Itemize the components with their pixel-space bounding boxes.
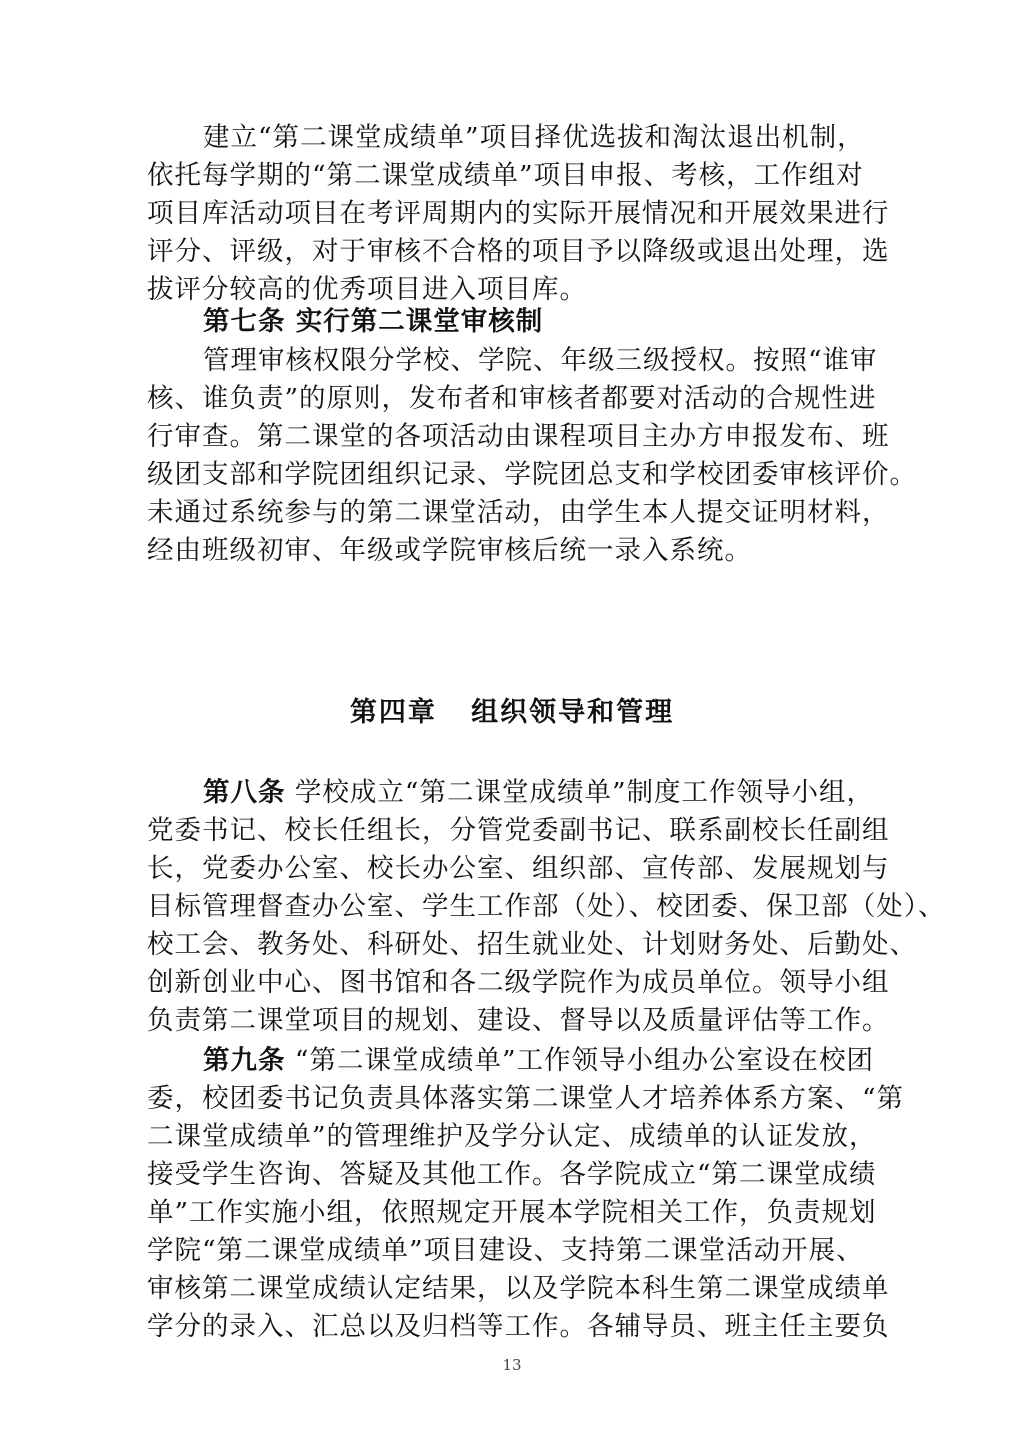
paragraph-line: 建立“第二课堂成绩单”项目择优选拔和淘汰退出机制，	[203, 122, 865, 153]
paragraph-line: 党委书记、校长任组长，分管党委副书记、联系副校长任副组	[147, 815, 890, 846]
paragraph-line: 二课堂成绩单”的管理维护及学分认定、成绩单的认证发放，	[147, 1121, 877, 1152]
paragraph-line: 未通过系统参与的第二课堂活动，由学生本人提交证明材料，	[147, 497, 890, 528]
article-9-first-line	[203, 1042, 874, 1080]
article-8-text: 学校成立“第二课堂成绩单”制度工作领导小组，	[285, 777, 875, 808]
article-9-text: “第二课堂成绩单”工作领导小组办公室设在校团	[285, 1045, 875, 1076]
article-8-label: 第八条	[203, 777, 286, 808]
paragraph-line: 项目库活动项目在考评周期内的实际开展情况和开展效果进行	[147, 198, 890, 229]
paragraph-line: 委，校团委书记负责具体落实第二课堂人才培养体系方案、“第	[147, 1083, 905, 1114]
paragraph-line: 核、谁负责”的原则，发布者和审核者都要对活动的合规性进	[147, 383, 877, 414]
paragraph-line: 经由班级初审、年级或学院审核后统一录入系统。	[147, 535, 752, 566]
paragraph-line: 行审查。第二课堂的各项活动由课程项目主办方申报发布、班	[147, 421, 890, 452]
paragraph-line: 级团支部和学院团组织记录、学院团总支和学校团委审核评价。	[147, 459, 917, 490]
paragraph-line: 管理审核权限分学校、学院、年级三级授权。按照“谁审	[203, 345, 878, 376]
page-number: 13	[502, 1356, 522, 1374]
paragraph-line: 评分、评级，对于审核不合格的项目予以降级或退出处理，选	[147, 236, 890, 267]
paragraph-line: 学分的录入、汇总以及归档等工作。各辅导员、班主任主要负	[147, 1311, 890, 1342]
paragraph-line: 创新创业中心、图书馆和各二级学院作为成员单位。领导小组	[147, 967, 890, 998]
paragraph-line: 长，党委办公室、校长办公室、组织部、宣传部、发展规划与	[147, 853, 890, 884]
paragraph-line: 校工会、教务处、科研处、招生就业处、计划财务处、后勤处、	[147, 929, 917, 960]
paragraph-line: 审核第二课堂成绩认定结果，以及学院本科生第二课堂成绩单	[147, 1273, 890, 1304]
paragraph-line: 拔评分较高的优秀项目进入项目库。	[147, 274, 587, 305]
chapter-title: 第四章 组织领导和管理	[349, 697, 675, 728]
paragraph-line: 接受学生咨询、答疑及其他工作。各学院成立“第二课堂成绩	[147, 1159, 877, 1190]
paragraph-line: 单”工作实施小组，依照规定开展本学院相关工作，负责规划	[147, 1197, 877, 1228]
paragraph-line: 目标管理督查办公室、学生工作部（处）、校团委、保卫部（处）、	[147, 891, 946, 922]
paragraph-line: 负责第二课堂项目的规划、建设、督导以及质量评估等工作。	[147, 1005, 890, 1036]
article-7-heading: 第七条 实行第二课堂审核制	[203, 306, 544, 337]
article-9-label: 第九条	[203, 1045, 286, 1076]
paragraph-line: 依托每学期的“第二课堂成绩单”项目申报、考核，工作组对	[147, 160, 864, 191]
paragraph-line: 学院“第二课堂成绩单”项目建设、支持第二课堂活动开展、	[147, 1235, 864, 1266]
article-8-first-line	[203, 774, 874, 812]
